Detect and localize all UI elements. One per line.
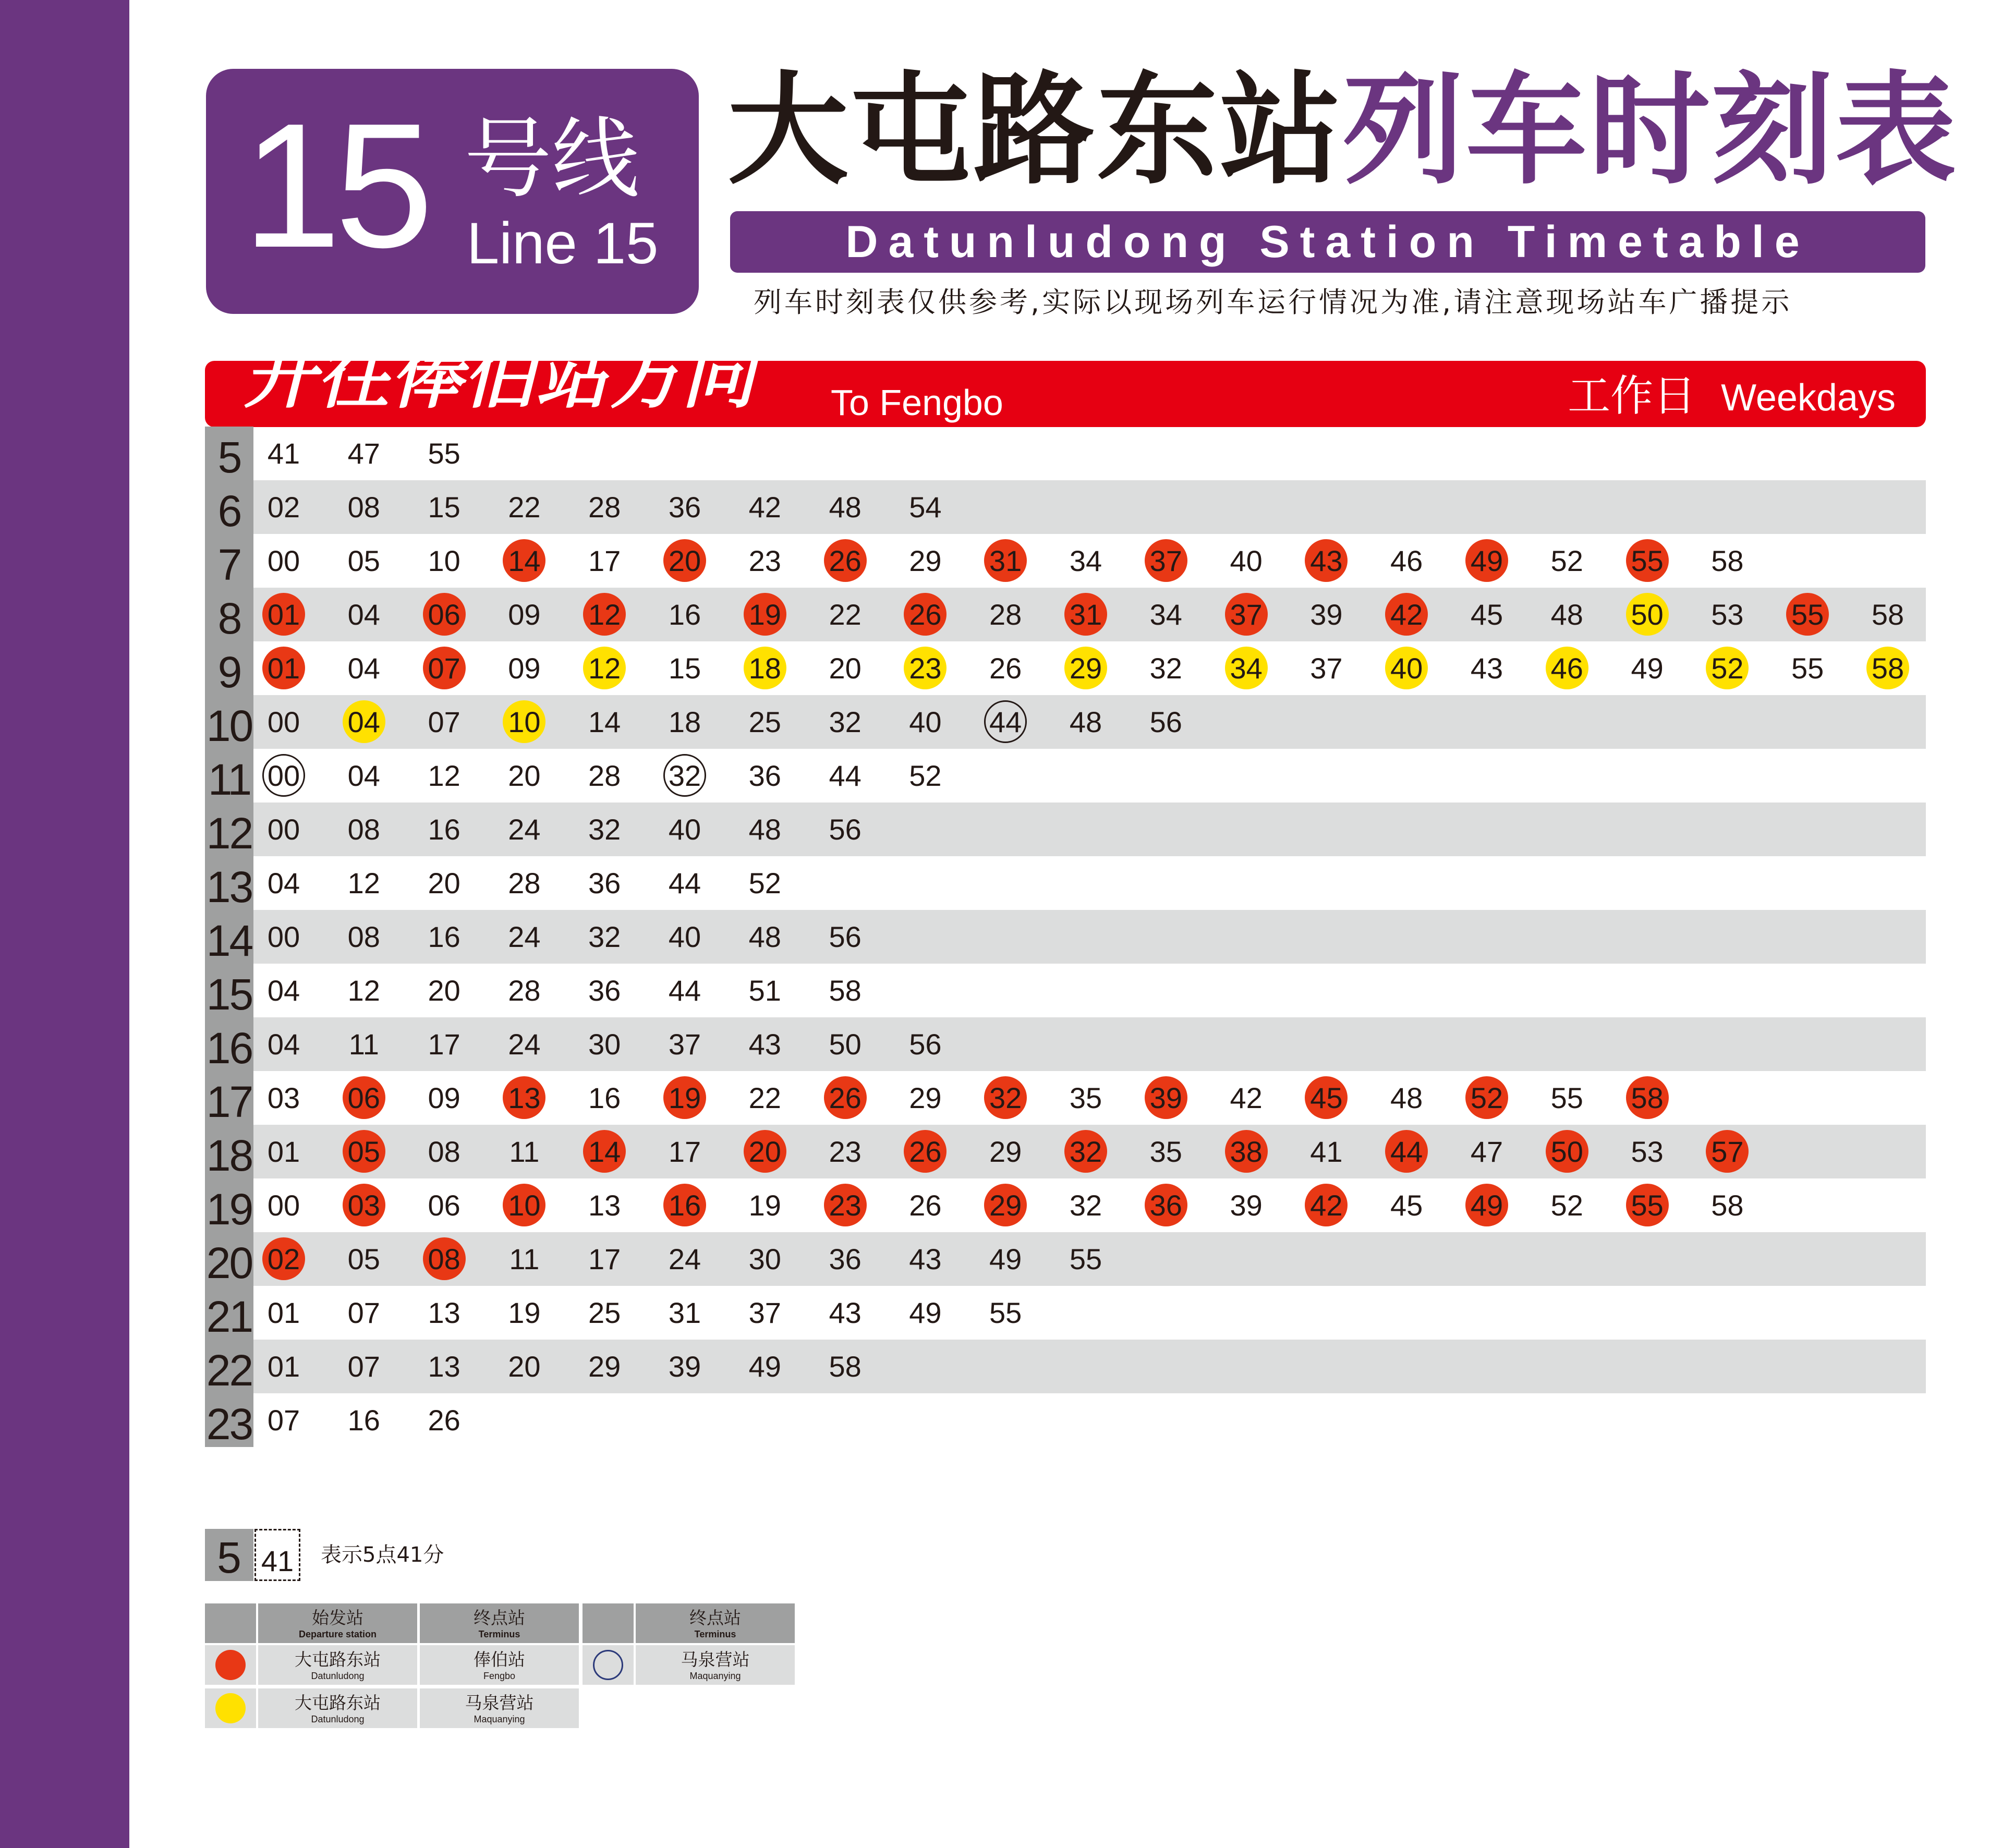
minute: 29 (909, 1081, 942, 1114)
minute: 12 (347, 867, 380, 899)
minute: 16 (668, 598, 701, 631)
direction-en: To Fengbo (831, 382, 1003, 423)
day-type-cn: 工作日 (1568, 371, 1696, 421)
minute: 28 (508, 867, 541, 899)
minute: 40 (668, 813, 701, 846)
minute: 05 (347, 544, 380, 577)
minute: 16 (428, 813, 460, 846)
day-type-en: Weekdays (1721, 377, 1896, 419)
minute: 56 (909, 1028, 942, 1061)
minute-yellow: 10 (503, 700, 545, 743)
minute: 20 (508, 1350, 541, 1383)
minute: 08 (347, 813, 380, 846)
minute: 01 (267, 1350, 300, 1383)
station-name: 大屯路东站 (727, 60, 1343, 201)
day-type (1568, 370, 1896, 424)
direction-bar (205, 334, 1926, 427)
minute: 32 (1149, 652, 1182, 685)
minute: 40 (668, 920, 701, 953)
minute-yellow: 04 (343, 700, 385, 743)
minute-red: 03 (343, 1184, 385, 1226)
minute: 04 (347, 652, 380, 685)
minute: 58 (1711, 1189, 1744, 1222)
minute-yellow: 50 (1626, 593, 1669, 636)
minute: 52 (1550, 544, 1583, 577)
minute: 55 (1550, 1081, 1583, 1114)
minute: 17 (668, 1135, 701, 1168)
minute-red: 08 (423, 1237, 466, 1280)
minute-red: 06 (343, 1076, 385, 1119)
minute: 48 (829, 491, 862, 524)
minute: 49 (748, 1350, 781, 1383)
minute: 22 (748, 1081, 781, 1114)
timetable-row (205, 910, 1926, 964)
example-minute: 41 (254, 1529, 300, 1581)
minute: 37 (668, 1028, 701, 1061)
minute: 52 (909, 759, 942, 792)
hour-label: 13 (205, 856, 253, 910)
hour-label: 16 (205, 1017, 253, 1071)
minute: 08 (347, 920, 380, 953)
minute: 00 (267, 920, 300, 953)
minute: 56 (1149, 706, 1182, 738)
minute: 28 (588, 491, 621, 524)
timetable (205, 427, 1926, 1447)
minute: 24 (508, 920, 541, 953)
ring-circle-icon (593, 1650, 623, 1680)
minute: 04 (267, 1028, 300, 1061)
minute-red: 10 (503, 1184, 545, 1226)
minute-red: 01 (262, 593, 305, 636)
minute: 48 (748, 813, 781, 846)
minute: 48 (1390, 1081, 1423, 1114)
minute: 28 (989, 598, 1022, 631)
minute: 40 (1230, 544, 1263, 577)
minute: 39 (668, 1350, 701, 1383)
line-badge (206, 69, 699, 314)
legend-yellow-terminus: 马泉营站 Maquanying (420, 1688, 579, 1728)
timetable-row (205, 1071, 1926, 1125)
minute-red: 13 (503, 1076, 545, 1119)
hour-label: 8 (205, 588, 253, 641)
timetable-row (205, 964, 1926, 1017)
minute-red: 44 (1385, 1130, 1428, 1173)
minute-yellow: 23 (904, 647, 947, 689)
timetable-row (205, 534, 1926, 588)
minute: 07 (267, 1404, 300, 1437)
minute: 28 (588, 759, 621, 792)
minute: 08 (428, 1135, 460, 1168)
minute-red: 37 (1225, 593, 1268, 636)
timetable-row (205, 803, 1926, 856)
minute: 44 (668, 867, 701, 899)
minute-red: 55 (1626, 1184, 1669, 1226)
minute: 36 (588, 974, 621, 1007)
minute-red: 39 (1145, 1076, 1187, 1119)
minute: 09 (508, 652, 541, 685)
minute-red: 05 (343, 1130, 385, 1173)
minute: 16 (347, 1404, 380, 1437)
minute: 07 (347, 1296, 380, 1329)
minute: 09 (428, 1081, 460, 1114)
hour-label: 11 (205, 749, 253, 803)
hour-label: 5 (205, 427, 253, 480)
minute-red: 37 (1145, 539, 1187, 582)
minute-red: 32 (1064, 1130, 1107, 1173)
direction-cn: 开往俸伯站方向 (244, 334, 756, 418)
minute: 44 (829, 759, 862, 792)
timetable-row (205, 480, 1926, 534)
example-explanation: 表示5点41分 (321, 1543, 444, 1567)
minute-yellow: 46 (1546, 647, 1588, 689)
minute: 24 (508, 813, 541, 846)
timetable-row (205, 695, 1926, 749)
legend-header-terminus: 终点站 Terminus (420, 1603, 579, 1643)
legend-red-departure: 大屯路东站 Datunludong (258, 1645, 417, 1685)
minute: 09 (508, 598, 541, 631)
minute: 04 (347, 759, 380, 792)
minute-red: 06 (423, 593, 466, 636)
minute: 07 (347, 1350, 380, 1383)
minute-red: 19 (663, 1076, 706, 1119)
minute-red: 57 (1706, 1130, 1749, 1173)
minute: 06 (428, 1189, 460, 1222)
hour-label: 10 (205, 695, 253, 749)
minute-red: 42 (1385, 593, 1428, 636)
minute-yellow: 18 (744, 647, 786, 689)
legend-red-terminus: 俸伯站 Fengbo (420, 1645, 579, 1685)
minute: 12 (428, 759, 460, 792)
minute-yellow: 58 (1866, 647, 1909, 689)
minute: 55 (1069, 1243, 1102, 1275)
minute-red: 02 (262, 1237, 305, 1280)
minute: 25 (588, 1296, 621, 1329)
minute: 04 (347, 598, 380, 631)
legend-yellow-departure: 大屯路东站 Datunludong (258, 1688, 417, 1728)
timetable-row (205, 856, 1926, 910)
minute-red: 23 (824, 1184, 867, 1226)
minute: 16 (588, 1081, 621, 1114)
minute: 46 (1390, 544, 1423, 577)
minute: 49 (909, 1296, 942, 1329)
minute: 51 (748, 974, 781, 1007)
minute: 41 (1310, 1135, 1343, 1168)
minute-ring: 00 (262, 754, 305, 797)
minute: 35 (1069, 1081, 1102, 1114)
timetable-row (205, 1017, 1926, 1071)
legend-header-terminus-2: 终点站 Terminus (636, 1603, 795, 1643)
yellow-circle-icon (215, 1693, 246, 1723)
minute: 20 (428, 867, 460, 899)
minute-red: 38 (1225, 1130, 1268, 1173)
english-title-bar: Datunludong Station Timetable (730, 211, 1925, 273)
hour-label: 21 (205, 1286, 253, 1340)
minute: 35 (1149, 1135, 1182, 1168)
minute: 39 (1230, 1189, 1263, 1222)
minute: 50 (829, 1028, 862, 1061)
minute: 18 (668, 706, 701, 738)
minute: 55 (1791, 652, 1824, 685)
minute: 52 (1550, 1189, 1583, 1222)
minute: 49 (1631, 652, 1664, 685)
minute-red: 31 (1064, 593, 1107, 636)
minute: 00 (267, 706, 300, 738)
minute: 22 (508, 491, 541, 524)
minute: 11 (509, 1135, 540, 1168)
minute: 43 (909, 1243, 942, 1275)
minute: 32 (1069, 1189, 1102, 1222)
minute: 24 (508, 1028, 541, 1061)
minute-red: 55 (1626, 539, 1669, 582)
line-name-cn: 号线 (464, 108, 639, 210)
minute-yellow: 12 (583, 647, 626, 689)
minute: 03 (267, 1081, 300, 1114)
legend-ring-swatch-cell (583, 1645, 634, 1685)
minute-red: 49 (1465, 539, 1508, 582)
minute: 45 (1390, 1189, 1423, 1222)
minute: 56 (829, 813, 862, 846)
minute: 13 (428, 1296, 460, 1329)
minute: 58 (1871, 598, 1904, 631)
minute: 31 (668, 1296, 701, 1329)
minute: 15 (428, 491, 460, 524)
legend-ring-terminus: 马泉营站 Maquanying (636, 1645, 795, 1685)
minute: 36 (668, 491, 701, 524)
minute: 00 (267, 544, 300, 577)
minute-red: 26 (824, 539, 867, 582)
timetable-row (205, 427, 1926, 480)
line-number: 15 (242, 87, 428, 285)
minute: 37 (1310, 652, 1343, 685)
minute-red: 26 (904, 593, 947, 636)
minute: 29 (909, 544, 942, 577)
minute-yellow: 29 (1064, 647, 1107, 689)
minute: 17 (428, 1028, 460, 1061)
minute-red: 42 (1305, 1184, 1348, 1226)
legend-red-swatch-cell (205, 1645, 256, 1685)
minute: 53 (1711, 598, 1744, 631)
timetable-row (205, 641, 1926, 695)
minute-yellow: 40 (1385, 647, 1428, 689)
minute-red: 36 (1145, 1184, 1187, 1226)
minute: 04 (267, 974, 300, 1007)
minute: 40 (909, 706, 942, 738)
minute: 16 (428, 920, 460, 953)
minute: 11 (509, 1243, 540, 1275)
hour-label: 23 (205, 1393, 253, 1447)
minute: 19 (748, 1189, 781, 1222)
timetable-label: 列车时刻表 (1343, 60, 1959, 201)
minute: 39 (1310, 598, 1343, 631)
minute: 34 (1069, 544, 1102, 577)
minute: 30 (748, 1243, 781, 1275)
legend-yellow-swatch-cell (205, 1688, 256, 1728)
minute: 32 (829, 706, 862, 738)
timetable-row (205, 1286, 1926, 1340)
minute: 05 (347, 1243, 380, 1275)
minute-red: 14 (503, 539, 545, 582)
minute-red: 29 (984, 1184, 1027, 1226)
minute: 04 (267, 867, 300, 899)
minute: 20 (428, 974, 460, 1007)
minute: 41 (267, 437, 300, 470)
minute-red: 01 (262, 647, 305, 689)
minute-red: 07 (423, 647, 466, 689)
minute: 53 (1631, 1135, 1664, 1168)
hour-label: 12 (205, 803, 253, 856)
minute-red: 55 (1786, 593, 1829, 636)
minute: 12 (347, 974, 380, 1007)
minute: 54 (909, 491, 942, 524)
minute: 02 (267, 491, 300, 524)
minute: 00 (267, 1189, 300, 1222)
minute: 20 (829, 652, 862, 685)
minute-ring: 32 (663, 754, 706, 797)
minute: 48 (1069, 706, 1102, 738)
minute-red: 19 (744, 593, 786, 636)
minute-red: 14 (583, 1130, 626, 1173)
minute: 36 (588, 867, 621, 899)
minute: 44 (668, 974, 701, 1007)
minute: 55 (989, 1296, 1022, 1329)
timetable-row (205, 1125, 1926, 1178)
minute: 07 (428, 706, 460, 738)
hour-label: 20 (205, 1232, 253, 1286)
minute: 26 (989, 652, 1022, 685)
minute: 28 (508, 974, 541, 1007)
minute: 08 (347, 491, 380, 524)
minute: 13 (588, 1189, 621, 1222)
minute: 29 (588, 1350, 621, 1383)
minute: 32 (588, 813, 621, 846)
hour-label: 17 (205, 1071, 253, 1125)
minute: 43 (1470, 652, 1503, 685)
minute: 25 (748, 706, 781, 738)
notice-text: 列车时刻表仅供参考,实际以现场列车运行情况为准,请注意现场站车广播提示 (754, 286, 1792, 319)
hour-label: 15 (205, 964, 253, 1017)
minute: 10 (428, 544, 460, 577)
minute: 36 (748, 759, 781, 792)
minute: 47 (347, 437, 380, 470)
minute-yellow: 52 (1706, 647, 1749, 689)
minute-red: 49 (1465, 1184, 1508, 1226)
minute: 11 (348, 1028, 379, 1061)
minute-red: 43 (1305, 539, 1348, 582)
minute: 29 (989, 1135, 1022, 1168)
minute: 34 (1149, 598, 1182, 631)
minute: 23 (829, 1135, 862, 1168)
minute: 17 (588, 544, 621, 577)
minute: 43 (748, 1028, 781, 1061)
timetable-row (205, 1178, 1926, 1232)
minute-red: 16 (663, 1184, 706, 1226)
timetable-row (205, 1393, 1926, 1447)
minute-yellow: 34 (1225, 647, 1268, 689)
minute: 23 (748, 544, 781, 577)
minute: 19 (508, 1296, 541, 1329)
minute: 45 (1470, 598, 1503, 631)
left-purple-stripe (0, 0, 129, 1848)
example-entry (205, 1529, 301, 1581)
minute: 00 (267, 813, 300, 846)
minute: 49 (989, 1243, 1022, 1275)
hour-label: 6 (205, 480, 253, 534)
hour-label: 18 (205, 1125, 253, 1178)
minute: 26 (428, 1404, 460, 1437)
hour-label: 22 (205, 1340, 253, 1393)
timetable-row (205, 749, 1926, 803)
hour-label: 7 (205, 534, 253, 588)
minute-red: 31 (984, 539, 1027, 582)
minute: 26 (909, 1189, 942, 1222)
minute: 37 (748, 1296, 781, 1329)
legend-header-blank (205, 1603, 256, 1643)
minute-red: 52 (1465, 1076, 1508, 1119)
minute: 52 (748, 867, 781, 899)
example-hour: 5 (205, 1529, 253, 1581)
minute: 58 (1711, 544, 1744, 577)
minute: 56 (829, 920, 862, 953)
line-name-en: Line 15 (467, 211, 659, 276)
minute-red: 32 (984, 1076, 1027, 1119)
minute: 24 (668, 1243, 701, 1275)
minute: 30 (588, 1028, 621, 1061)
legend-header-departure: 始发站 Departure station (258, 1603, 417, 1643)
timetable-row (205, 1340, 1926, 1393)
minute: 48 (1550, 598, 1583, 631)
minute-red: 45 (1305, 1076, 1348, 1119)
minute-ring: 44 (984, 700, 1027, 743)
minute: 15 (668, 652, 701, 685)
minute-red: 20 (744, 1130, 786, 1173)
minute: 13 (428, 1350, 460, 1383)
minute-red: 20 (663, 539, 706, 582)
minute-red: 12 (583, 593, 626, 636)
minute-red: 26 (824, 1076, 867, 1119)
minute: 14 (588, 706, 621, 738)
minute: 01 (267, 1296, 300, 1329)
minute: 42 (748, 491, 781, 524)
hour-label: 9 (205, 641, 253, 695)
red-circle-icon (215, 1650, 246, 1680)
minute: 22 (829, 598, 862, 631)
minute: 43 (829, 1296, 862, 1329)
minute: 17 (588, 1243, 621, 1275)
minute-red: 26 (904, 1130, 947, 1173)
legend-header-blank-2 (583, 1603, 634, 1643)
page-title (727, 57, 1958, 203)
minute: 47 (1470, 1135, 1503, 1168)
minute: 36 (829, 1243, 862, 1275)
hour-label: 19 (205, 1178, 253, 1232)
minute: 58 (829, 974, 862, 1007)
minute: 20 (508, 759, 541, 792)
minute: 48 (748, 920, 781, 953)
minute-red: 58 (1626, 1076, 1669, 1119)
hour-label: 14 (205, 910, 253, 964)
minute: 55 (428, 437, 460, 470)
minute-red: 50 (1546, 1130, 1588, 1173)
minute: 32 (588, 920, 621, 953)
minute: 01 (267, 1135, 300, 1168)
timetable-row (205, 1232, 1926, 1286)
timetable-row (205, 588, 1926, 641)
minute: 58 (829, 1350, 862, 1383)
minute: 42 (1230, 1081, 1263, 1114)
